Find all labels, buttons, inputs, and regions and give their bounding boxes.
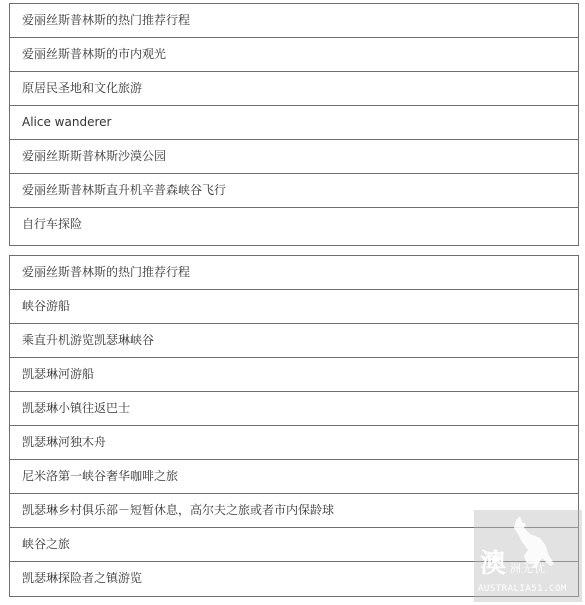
watermark-char: 澳 xyxy=(480,549,507,579)
list-item[interactable]: 峡谷之旅 xyxy=(10,528,578,562)
list-item[interactable]: 爱丽丝斯普林斯的热门推荐行程 xyxy=(10,4,578,38)
list-item[interactable]: 凯瑟琳乡村俱乐部－短暂休息，高尔夫之旅或者市内保龄球 xyxy=(10,494,578,528)
site-watermark xyxy=(474,510,582,602)
list-item[interactable]: 原居民圣地和文化旅游 xyxy=(10,72,578,106)
watermark-domain: AUSTRALIA51.COM xyxy=(478,584,567,594)
list-item[interactable]: 爱丽丝斯斯普林斯沙漠公园 xyxy=(10,140,578,174)
list-item[interactable]: 峡谷游船 xyxy=(10,290,578,324)
list-item[interactable]: 爱丽丝斯普林斯的市内观光 xyxy=(10,38,578,72)
list-item[interactable]: 凯瑟琳探险者之镇游览 xyxy=(22,571,143,585)
list-item[interactable]: 凯瑟琳河独木舟 xyxy=(10,426,578,460)
list-item[interactable]: Alice wanderer xyxy=(10,106,578,140)
list-item[interactable]: 自行车探险 xyxy=(22,217,83,231)
list-item[interactable]: 凯瑟琳小镇往返巴士 xyxy=(10,392,578,426)
list-item[interactable]: 凯瑟琳河游船 xyxy=(10,358,578,392)
watermark-slogan: 洲无忧 xyxy=(510,562,546,575)
itinerary-list-1 xyxy=(9,3,579,246)
list-item[interactable]: 爱丽丝斯普林斯直升机辛普森峡谷飞行 xyxy=(10,174,578,208)
list-item[interactable]: 爱丽丝斯普林斯的热门推荐行程 xyxy=(10,256,578,290)
list-item[interactable]: 乘直升机游览凯瑟琳峡谷 xyxy=(10,324,578,358)
list-item[interactable]: 尼米洛第一峡谷奢华咖啡之旅 xyxy=(10,460,578,494)
